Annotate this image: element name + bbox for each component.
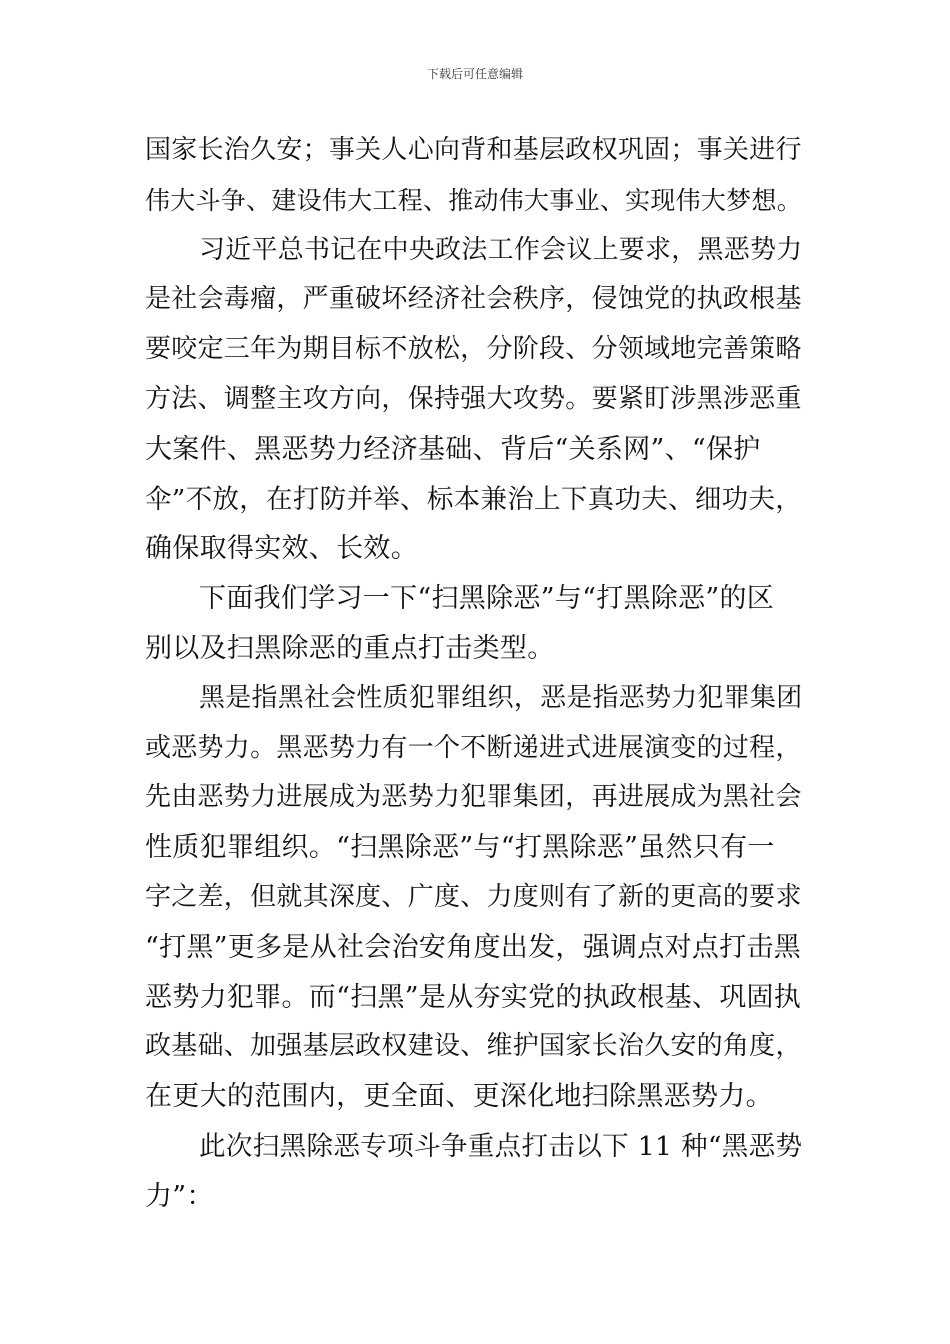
text-line: 要咬定三年为期目标不放松，分阶段、分领域地完善策略 (145, 334, 802, 365)
text-line: 黑是指黑社会性质犯罪组织，恶是指恶势力犯罪集团 (199, 682, 803, 713)
text-line: 习近平总书记在中央政法工作会议上要求，黑恶势力 (199, 234, 803, 265)
text-line: 或恶势力。黑恶势力有一个不断递进式进展演变的过程， (145, 732, 802, 763)
text-line: 力”： (145, 1180, 214, 1212)
text-line: 先由恶势力进展成为恶势力犯罪集团，再进展成为黑社会 (145, 782, 802, 813)
text-line: 此次扫黑除恶专项斗争重点打击以下 11 种“黑恶势 (199, 1130, 803, 1162)
text-line: 字之差，但就其深度、广度、力度则有了新的更高的要求 (145, 881, 802, 912)
text-line: 是社会毒瘤，严重破坏经济社会秩序，侵蚀党的执政根基 (145, 284, 802, 315)
document-body (145, 126, 807, 1222)
text-line: 下面我们学习一下“扫黑除恶”与“打黑除恶”的区 (199, 583, 775, 615)
text-line: 性质犯罪组织。“扫黑除恶”与“打黑除恶”虽然只有一 (145, 832, 775, 864)
text-line: 伟大斗争、建设伟大工程、推动伟大事业、实现伟大梦想。 (145, 185, 802, 215)
text-line: 政基础、加强基层政权建设、维护国家长治久安的角度， (145, 1031, 802, 1062)
text-line: 伞”不放，在打防并举、标本兼治上下真功夫、细功夫， (145, 483, 803, 515)
text-line: 在更大的范围内，更全面、更深化地扫除黑恶势力。 (145, 1081, 773, 1113)
text-line: 大案件、黑恶势力经济基础、背后“关系网”、“保护 (145, 433, 761, 465)
page-header: 下载后可任意编辑 (426, 67, 523, 81)
text-line: 确保取得实效、长效。 (145, 533, 418, 565)
text-line: 国家长治久安；事关人心向背和基层政权巩固；事关进行 (145, 135, 802, 165)
text-line: 恶势力犯罪。而“扫黑”是从夯实党的执政根基、巩固执 (145, 981, 802, 1013)
text-line: “打黑”更多是从社会治安角度出发，强调点对点打击黑 (145, 931, 802, 963)
text-line: 方法、调整主攻方向，保持强大攻势。要紧盯涉黑涉恶重 (145, 383, 802, 414)
text-line: 别以及扫黑除恶的重点打击类型。 (145, 632, 555, 664)
